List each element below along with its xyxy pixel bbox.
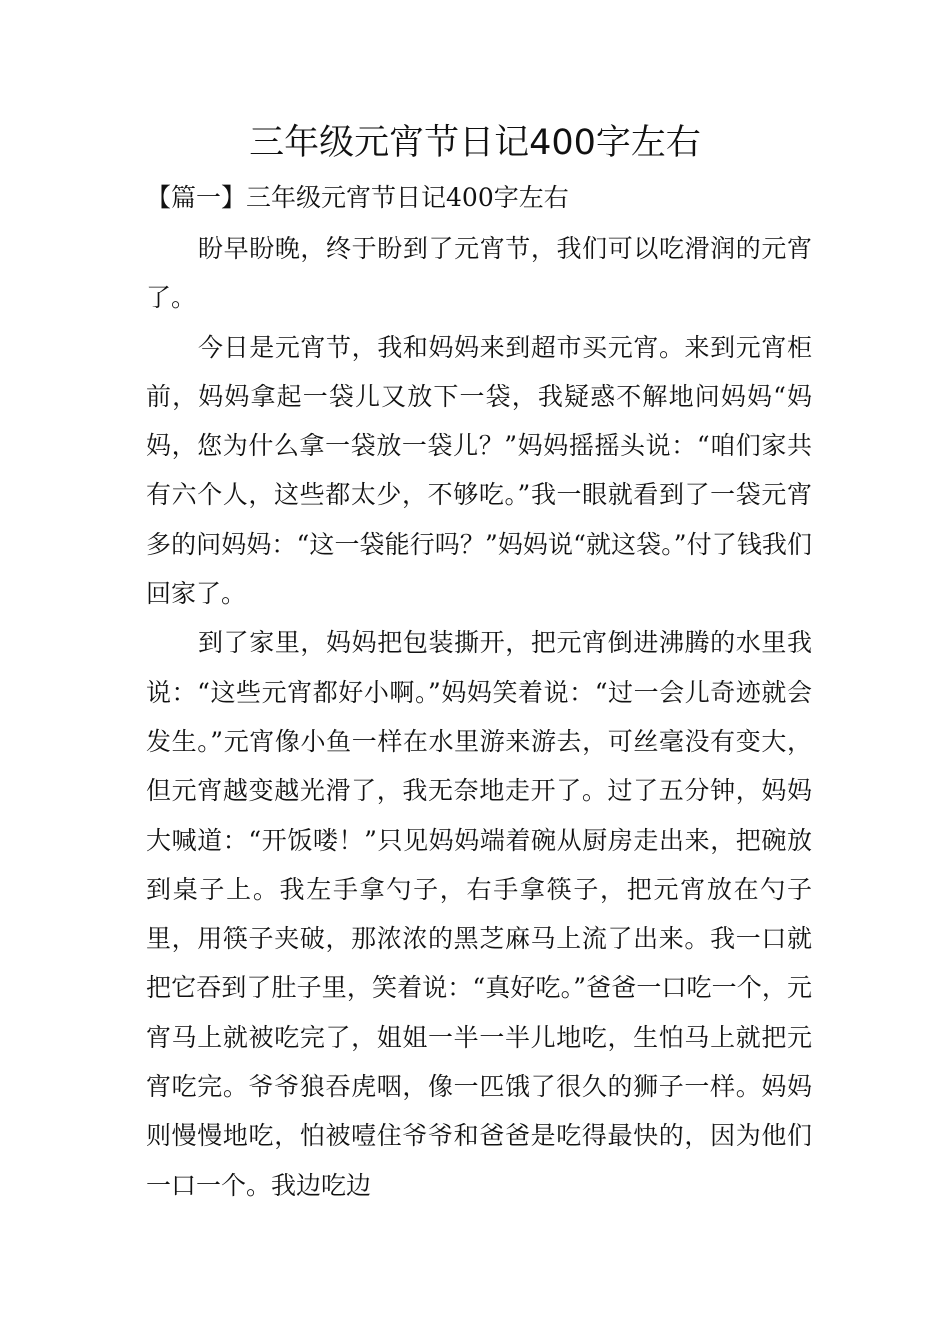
paragraph-1: 盼早盼晚，终于盼到了元宵节，我们可以吃滑润的元宵了。 [146,234,812,313]
document-body [146,224,812,1210]
paragraph-2: 今日是元宵节，我和妈妈来到超市买元宵。来到元宵柜前，妈妈拿起一袋儿又放下一袋，我疑惑不解地问妈妈“妈妈，您为什么拿一袋放一袋儿？”妈妈摇摇头说：“咱们家共有六个人，这些都太少，不够吃。”我一眼就看到了一袋元宵多的问妈妈：“这一袋能行吗？”妈妈说“就这袋。”付了钱我们回家了。 [146,332,812,609]
section-heading: 【篇一】三年级元宵节日记400字左右 [146,183,569,212]
paragraph-3: 到了家里，妈妈把包装撕开，把元宵倒进沸腾的水里我说：“这些元宵都好小啊。”妈妈笑着说：“过一会儿奇迹就会发生。”元宵像小鱼一样在水里游来游去，可丝毫没有变大，但元宵越变越光滑了，我无奈地走开了。过了五分钟，妈妈大喊道：“开饭喽！”只见妈妈端着碗从厨房走出来，把碗放到桌子上。我左手拿勺子，右手拿筷子，把元宵放在勺子里，用筷子夹破，那浓浓的黑芝麻马上流了出来。我一口就把它吞到了肚子里，笑着说：“真好吃。”爸爸一口吃一个，元宵马上就被吃完了，姐姐一半一半儿地吃，生怕马上就把元宵吃完。爷爷狼吞虎咽，像一匹饿了很久的狮子一样。妈妈则慢慢地吃，怕被噎住爷爷和爸爸是吃得最快的，因为他们一口一个。我边吃边 [146,628,812,1200]
document-title: 三年级元宵节日记400字左右 [249,123,701,163]
